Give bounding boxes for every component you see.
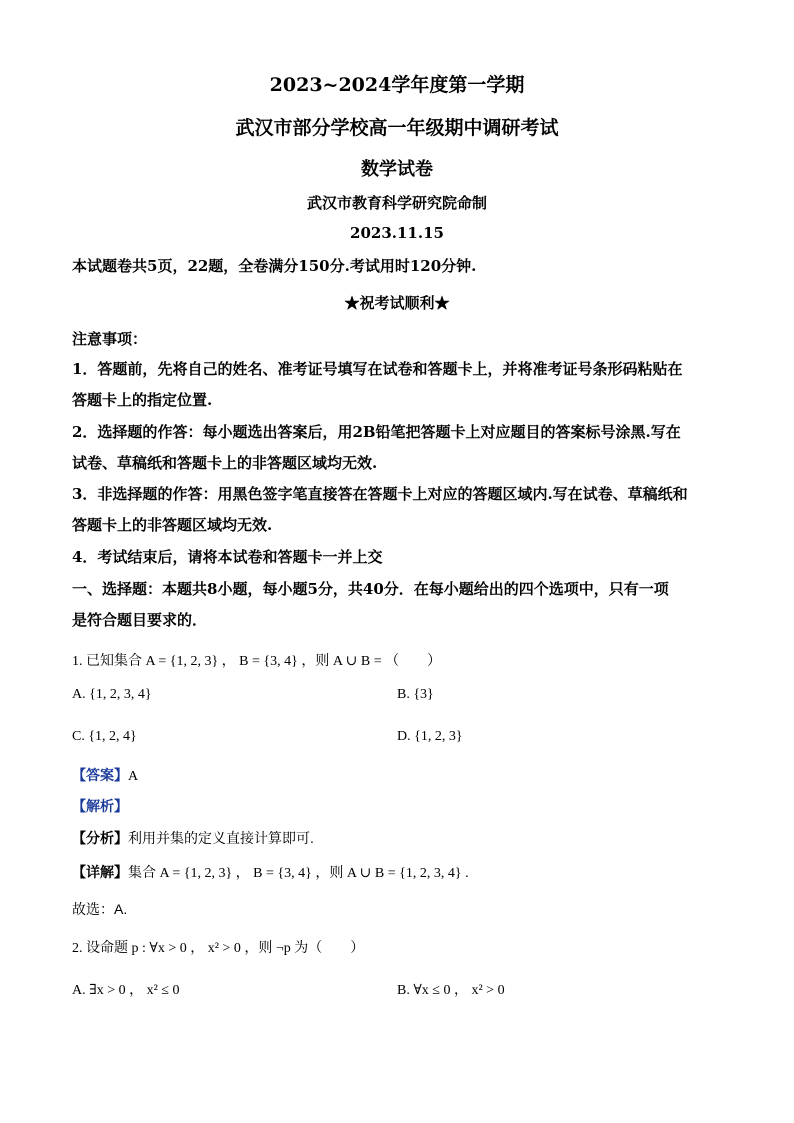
q1-option-d: D. {1, 2, 3} [397, 729, 463, 744]
q2-option-b: B. ∀x ≤ 0 ， x² > 0 [397, 983, 505, 998]
q1-option-a: A. {1, 2, 3, 4} [72, 687, 152, 702]
note-line: 4．考试结束后，请将本试卷和答题卡一并上交 [72, 548, 383, 566]
q2-option-a: A. ∃x > 0 ， x² ≤ 0 [72, 983, 180, 998]
analysis-label-line [72, 796, 128, 816]
fenxi-label: 【分析】 [72, 830, 128, 846]
good-luck-line: ★祝考试顺利★ [344, 294, 450, 312]
exam-title: 武汉市部分学校高一年级期中调研考试 [235, 117, 559, 139]
note-line: 答题卡上的非答题区域均无效. [72, 516, 273, 534]
fenxi-line [72, 828, 314, 848]
section-heading: 一、选择题：本题共8小题，每小题5分，共40分．在每小题给出的四个选项中，只有一项 [72, 580, 669, 598]
note-line: 3．非选择题的作答：用黑色签字笔直接答在答题卡上对应的答题区域内.写在试卷、草稿纸和 [72, 485, 688, 503]
section-heading-cont: 是符合题目要求的． [72, 611, 208, 629]
note-line: 1．答题前，先将自己的姓名、准考证号填写在试卷和答题卡上，并将准考证号条形码粘贴在 [72, 360, 683, 378]
question-2-stem: 2. 设命题 p : ∀x > 0 ， x² > 0 ，则 ¬p 为（ ） [72, 941, 365, 956]
note-line: 2．选择题的作答：每小题选出答案后，用2B铅笔把答题卡上对应题目的答案标号涂黑.写在 [72, 423, 681, 441]
answer-label: 【答案】 [72, 767, 128, 783]
question-1-stem: 1. 已知集合 A = {1, 2, 3} ， B = {3, 4} ，则 A ∪ B = （ ） [72, 654, 442, 669]
q1-option-b: B. {3} [397, 687, 434, 702]
q1-option-c: C. {1, 2, 4} [72, 729, 137, 744]
answer-line [72, 765, 138, 785]
exam-info: 本试题卷共5页，22题，全卷满分150分.考试用时120分钟. [72, 257, 477, 275]
xiangjie-line [72, 862, 469, 882]
year-line: 2023~2024学年度第一学期 [269, 74, 525, 96]
xiangjie-label: 【详解】 [72, 864, 128, 880]
notes-title: 注意事项： [72, 330, 148, 348]
note-line: 答题卡上的指定位置. [72, 391, 213, 409]
choice-line: 故选：A. [72, 901, 128, 917]
answer-value: A [128, 769, 139, 784]
analysis-label: 【解析】 [72, 798, 128, 814]
author-line: 武汉市教育科学研究院命制 [306, 194, 487, 212]
fenxi-text: 利用并集的定义直接计算即可. [128, 830, 314, 846]
xiangjie-text: 集合 A = {1, 2, 3} ， B = {3, 4} ，则 A ∪ B = {1, 2, 3, 4} . [128, 866, 469, 881]
exam-date: 2023.11.15 [350, 224, 444, 242]
note-line: 试卷、草稿纸和答题卡上的非答题区域均无效. [72, 454, 378, 472]
subject-title: 数学试卷 [361, 159, 433, 180]
